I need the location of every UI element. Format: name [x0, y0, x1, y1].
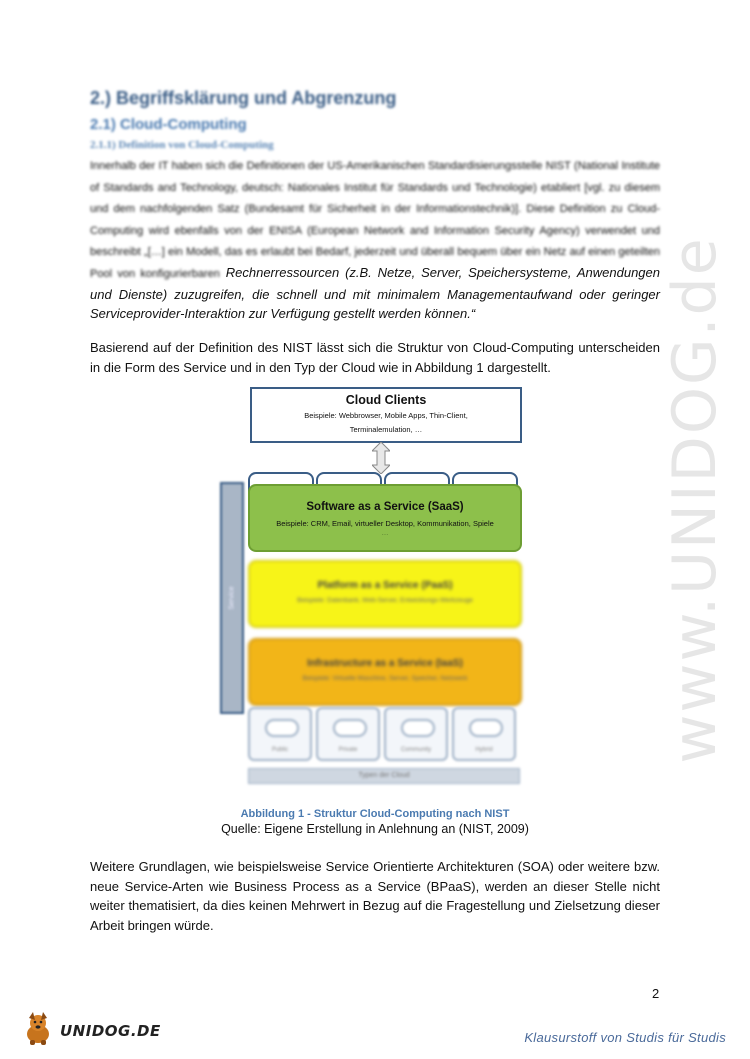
cloud-type-public [248, 707, 312, 761]
cloud-clients-examples-line1: Beispiele: Webbrowser, Mobile Apps, Thin-Client, [304, 411, 468, 420]
cloud-structure-figure [210, 382, 540, 792]
cloud-clients-examples [252, 409, 520, 437]
cloud-clients-examples-line2: Terminalemulation, … [349, 425, 423, 434]
saas-more: … [381, 530, 389, 537]
footer-slogan: Klausurstoff von Studis für Studis [524, 1030, 726, 1045]
quote-text: Rechnerressourcen (z.B. Netze, Server, Speichersysteme, Anwendungen und Dienste) zuzugreifen, die schnell und mit minimalem Managementaufwand oder geringer Serviceprovider-Interaktion zur Verfügung gestellt werden können.“ [90, 264, 660, 322]
cloud-type-bar: Typen der Cloud [248, 768, 520, 784]
cloud-type-private [316, 707, 380, 761]
definition-paragraph [90, 155, 660, 324]
cloud-icon [265, 719, 299, 737]
iaas-examples: Beispiele: Virtuelle Maschine, Server, Speicher, Netzwerk [302, 675, 468, 682]
cloud-icon [469, 719, 503, 737]
saas-examples: Beispiele: CRM, Email, virtueller Desktop, Kommunikation, Spiele [276, 519, 494, 528]
watermark: www.UNIDOG.de [660, 236, 730, 764]
figure-caption: Abbildung 1 - Struktur Cloud-Computing nach NIST [240, 808, 510, 820]
cloud-type-label: Hybrid [475, 747, 493, 753]
further-paragraph: Weitere Grundlagen, wie beispielsweise Service Orientierte Architekturen (SOA) oder weitere bzw. neue Service-Arten wie Business Process as a Service (BPaaS), werden an dieser Stelle nicht weiter thematisiert, da dies keinen Mehrwert in Bezug auf die Fragestellung und Zielsetzung dieser Arbeit bringen würde. [90, 859, 660, 933]
dog-mascot-icon [20, 1010, 56, 1046]
paas-examples: Beispiele: Datenbank, Web-Server, Entwicklungs-Werkzeuge [297, 597, 473, 604]
iaas-title: Infrastructure as a Service (IaaS) [307, 658, 463, 669]
logo-text: UNIDOG.DE [60, 1022, 161, 1040]
cloud-type-label: Public [271, 747, 289, 753]
service-side-label: Service [228, 586, 236, 610]
figure-source: Quelle: Eigene Erstellung in Anlehnung an (NIST, 2009) [221, 822, 529, 836]
cloud-type-hybrid [452, 707, 516, 761]
cloud-type-label: Community [400, 747, 432, 753]
unidog-logo [20, 1010, 160, 1050]
blurred-text: Innerhalb der IT haben sich die Definitionen der US-Amerikanischen Standardisierungsstelle NIST (National Institute of Standards and Technology, deutsch: Nationales Institut für Standards und Technologie) etabliert [vgl. zu diesem und dem nachfolgenden Satz (Bundesamt für Sicherheit in der Informationstechnik)]. Diese Definition zu Cloud-Computing wird ebenfalls von der ENISA (European Network and Information Security Agency) verwendet und beschreibt „[…] ein Modell, das es erlaubt bei Bedarf, jederzeit und überall bequem über ein Netz auf einen geteilten Pool von konfigurierbaren [90, 160, 660, 280]
service-side-bar [220, 482, 244, 714]
cloud-clients-box [250, 387, 522, 443]
cloud-icon [333, 719, 367, 737]
saas-layer [248, 484, 522, 552]
iaas-layer [248, 638, 522, 706]
page-number: 2 [652, 986, 660, 1001]
subsection-heading: 2.1) Cloud-Computing [90, 116, 247, 133]
cloud-type-label: Private [338, 747, 358, 753]
cloud-clients-title: Cloud Clients [345, 393, 427, 407]
paas-title: Platform as a Service (PaaS) [317, 580, 453, 591]
cloud-type-community [384, 707, 448, 761]
saas-title: Software as a Service (SaaS) [306, 501, 464, 513]
cloud-types-row [248, 707, 518, 762]
structure-paragraph: Basierend auf der Definition des NIST lässt sich die Struktur von Cloud-Computing unterscheiden in die Form des Service und in den Typ der Cloud wie in Abbildung 1 dargestellt. [90, 340, 660, 375]
double-arrow-icon [372, 442, 390, 474]
cloud-icon [401, 719, 435, 737]
subsubsection-heading: 2.1.1) Definition von Cloud-Computing [90, 139, 274, 151]
paas-layer [248, 560, 522, 628]
section-heading: 2.) Begriffsklärung und Abgrenzung [90, 88, 397, 108]
